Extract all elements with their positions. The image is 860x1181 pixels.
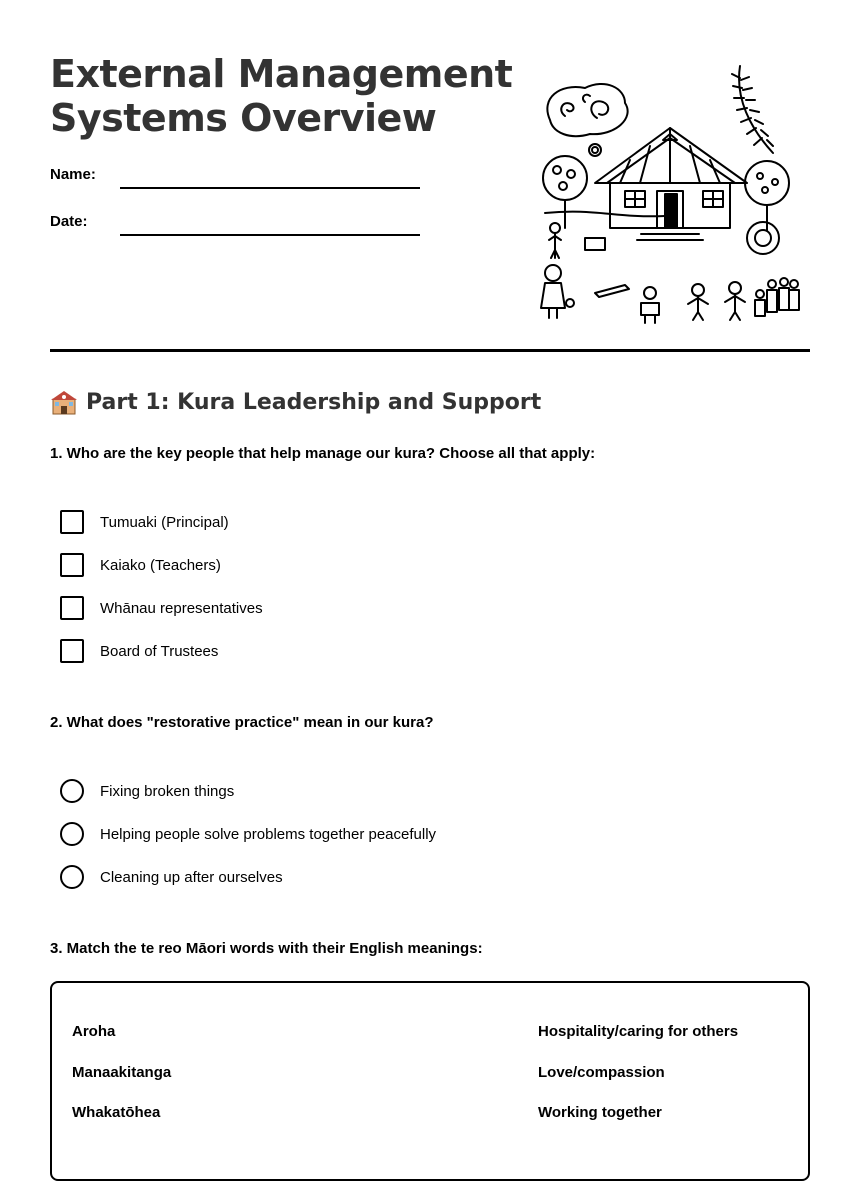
- option-label: Fixing broken things: [100, 782, 235, 800]
- header-divider: [50, 349, 810, 352]
- question-1: 1. Who are the key people that help manage our kura? Choose all that apply:: [50, 445, 596, 462]
- title-line-1: External Management: [50, 52, 513, 96]
- section-heading-text: Part 1: Kura Leadership and Support: [86, 389, 542, 415]
- english-meaning[interactable]: Working together: [538, 1104, 662, 1121]
- matching-box: [50, 981, 810, 1181]
- radio-button[interactable]: [60, 822, 84, 846]
- date-field[interactable]: [120, 234, 420, 236]
- title-line-2: Systems Overview: [50, 96, 437, 140]
- date-label: Date:: [50, 213, 88, 230]
- radio-button[interactable]: [60, 779, 84, 803]
- name-field[interactable]: [120, 187, 420, 189]
- radio-button[interactable]: [60, 865, 84, 889]
- radio-option[interactable]: [60, 822, 436, 846]
- radio-option[interactable]: [60, 779, 234, 803]
- checkbox[interactable]: [60, 510, 84, 534]
- english-meaning[interactable]: Hospitality/caring for others: [538, 1023, 739, 1040]
- option-label: Tumuaki (Principal): [100, 513, 229, 531]
- checkbox-option[interactable]: [60, 510, 229, 534]
- maori-word[interactable]: Aroha: [72, 1023, 116, 1040]
- radio-option[interactable]: [60, 865, 283, 889]
- school-building-icon: [50, 388, 78, 416]
- checkbox[interactable]: [60, 553, 84, 577]
- maori-word[interactable]: Whakatōhea: [72, 1104, 161, 1121]
- name-label: Name:: [50, 166, 96, 183]
- maori-word[interactable]: Manaakitanga: [72, 1064, 172, 1081]
- checkbox[interactable]: [60, 596, 84, 620]
- checkbox-option[interactable]: [60, 639, 218, 663]
- option-label: Kaiako (Teachers): [100, 556, 221, 574]
- checkbox-option[interactable]: [60, 596, 263, 620]
- section-heading: [50, 388, 541, 416]
- question-3: 3. Match the te reo Māori words with their English meanings:: [50, 940, 483, 957]
- checkbox-option[interactable]: [60, 553, 221, 577]
- option-label: Cleaning up after ourselves: [100, 868, 283, 886]
- checkbox[interactable]: [60, 639, 84, 663]
- worksheet-title: [50, 52, 512, 140]
- marae-illustration: [535, 58, 805, 328]
- option-label: Helping people solve problems together peacefully: [100, 825, 437, 843]
- option-label: Whānau representatives: [100, 599, 263, 617]
- question-2: 2. What does "restorative practice" mean in our kura?: [50, 714, 434, 731]
- option-label: Board of Trustees: [100, 642, 219, 660]
- english-meaning[interactable]: Love/compassion: [538, 1064, 665, 1081]
